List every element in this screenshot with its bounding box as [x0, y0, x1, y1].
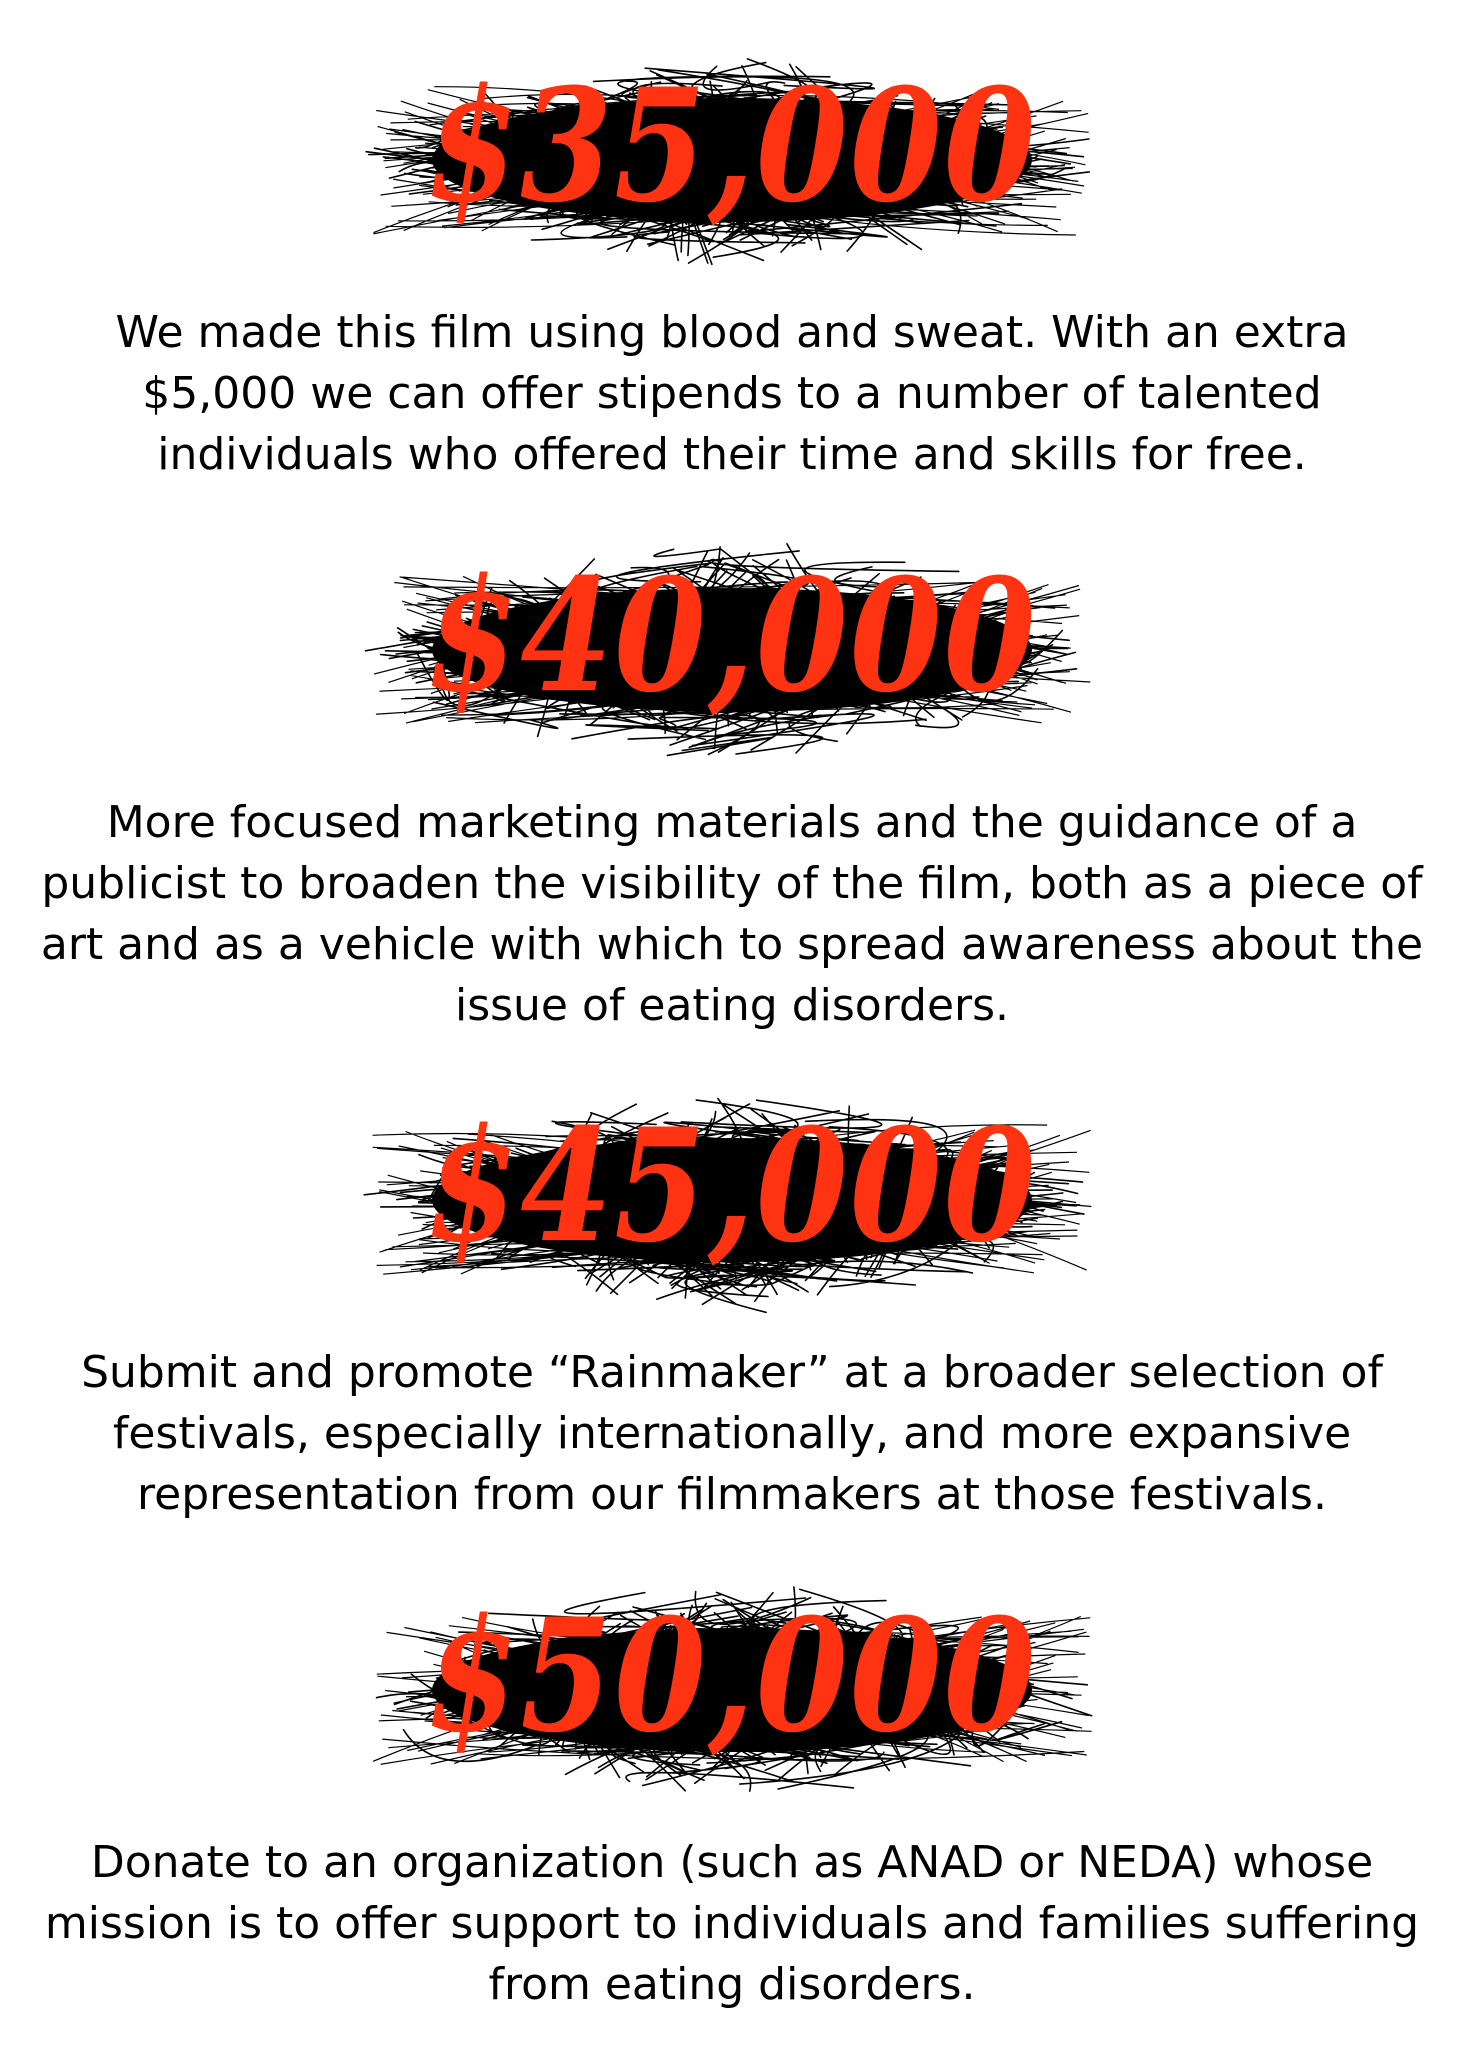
tier-50000: [0, 1570, 1464, 2015]
tier-amount: $40,000: [426, 544, 1038, 728]
tier-amount: $50,000: [426, 1584, 1038, 1768]
amount-badge: [352, 1570, 1112, 1810]
tier-amount: $45,000: [426, 1094, 1038, 1278]
amount-badge: [352, 1080, 1112, 1320]
tier-description: We made this film using blood and sweat. With an extra $5,000 we can offer stipends to a number of talented individuals who offered their time and skills for free.: [115, 307, 1349, 480]
amount-badge: [352, 40, 1112, 280]
tier-description: Donate to an organization (such as ANAD or NEDA) whose mission is to offer support to individuals and families suffering from eating disorders.: [44, 1837, 1420, 2010]
tier-description: Submit and promote “Rainmaker” at a broader selection of festivals, especially internationally, and more expansive representation from our filmmakers at those festivals.: [81, 1347, 1383, 1520]
tier-amount: $35,000: [426, 54, 1038, 238]
tier-40000: [0, 530, 1464, 1036]
amount-badge: [352, 530, 1112, 770]
tier-description: More focused marketing materials and the guidance of a publicist to broaden the visibility of the film, both as a piece of art and as a vehicle with which to spread awareness about the issue of eating disorders.: [40, 797, 1424, 1031]
tier-45000: [0, 1080, 1464, 1525]
tier-35000: [0, 40, 1464, 485]
